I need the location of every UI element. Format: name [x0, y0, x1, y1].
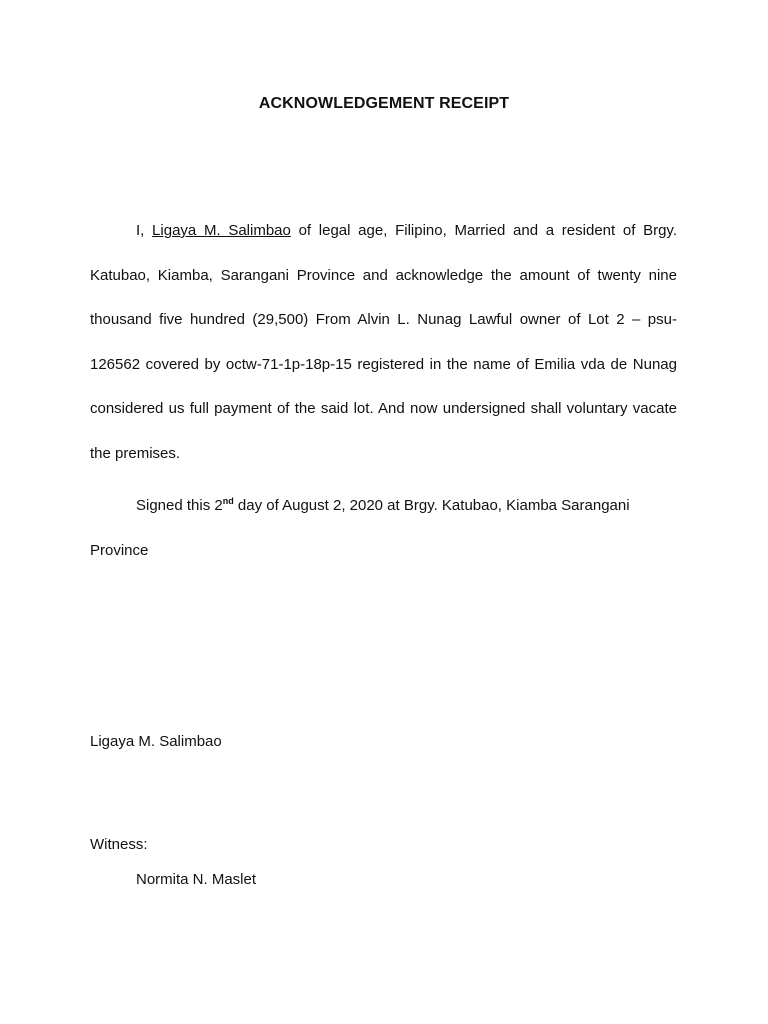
paragraph-body: of legal age, Filipino, Married and a resident of Brgy. Katubao, Kiamba, Sarangani Province and acknowledge the amount of twenty nine thousand five hundred (29,500) From Alvin L. Nunag Lawful owner of Lot 2 – psu-126562 covered by octw-71-1p-18p-15 registered in the name of Emilia vda de Nunag considered us full payment of the said lot. And now undersigned shall voluntary vacate the premises.: [90, 222, 677, 462]
acknowledger-name: Ligaya M. Salimbao: [152, 222, 291, 239]
signing-prefix: Signed this 2: [136, 497, 223, 514]
witness-label: Witness:: [90, 836, 148, 853]
signer-name: Ligaya M. Salimbao: [90, 733, 222, 750]
paragraph-prefix: I,: [136, 222, 153, 239]
acknowledgement-paragraph: [90, 209, 677, 476]
signing-paragraph: [90, 484, 677, 573]
signing-body: day of August 2, 2020 at Brgy. Katubao, Kiamba Sarangani Province: [90, 497, 630, 559]
witness-name: Normita N. Maslet: [136, 871, 257, 888]
ordinal-suffix: nd: [222, 496, 234, 506]
document-title: ACKNOWLEDGEMENT RECEIPT: [258, 95, 510, 112]
